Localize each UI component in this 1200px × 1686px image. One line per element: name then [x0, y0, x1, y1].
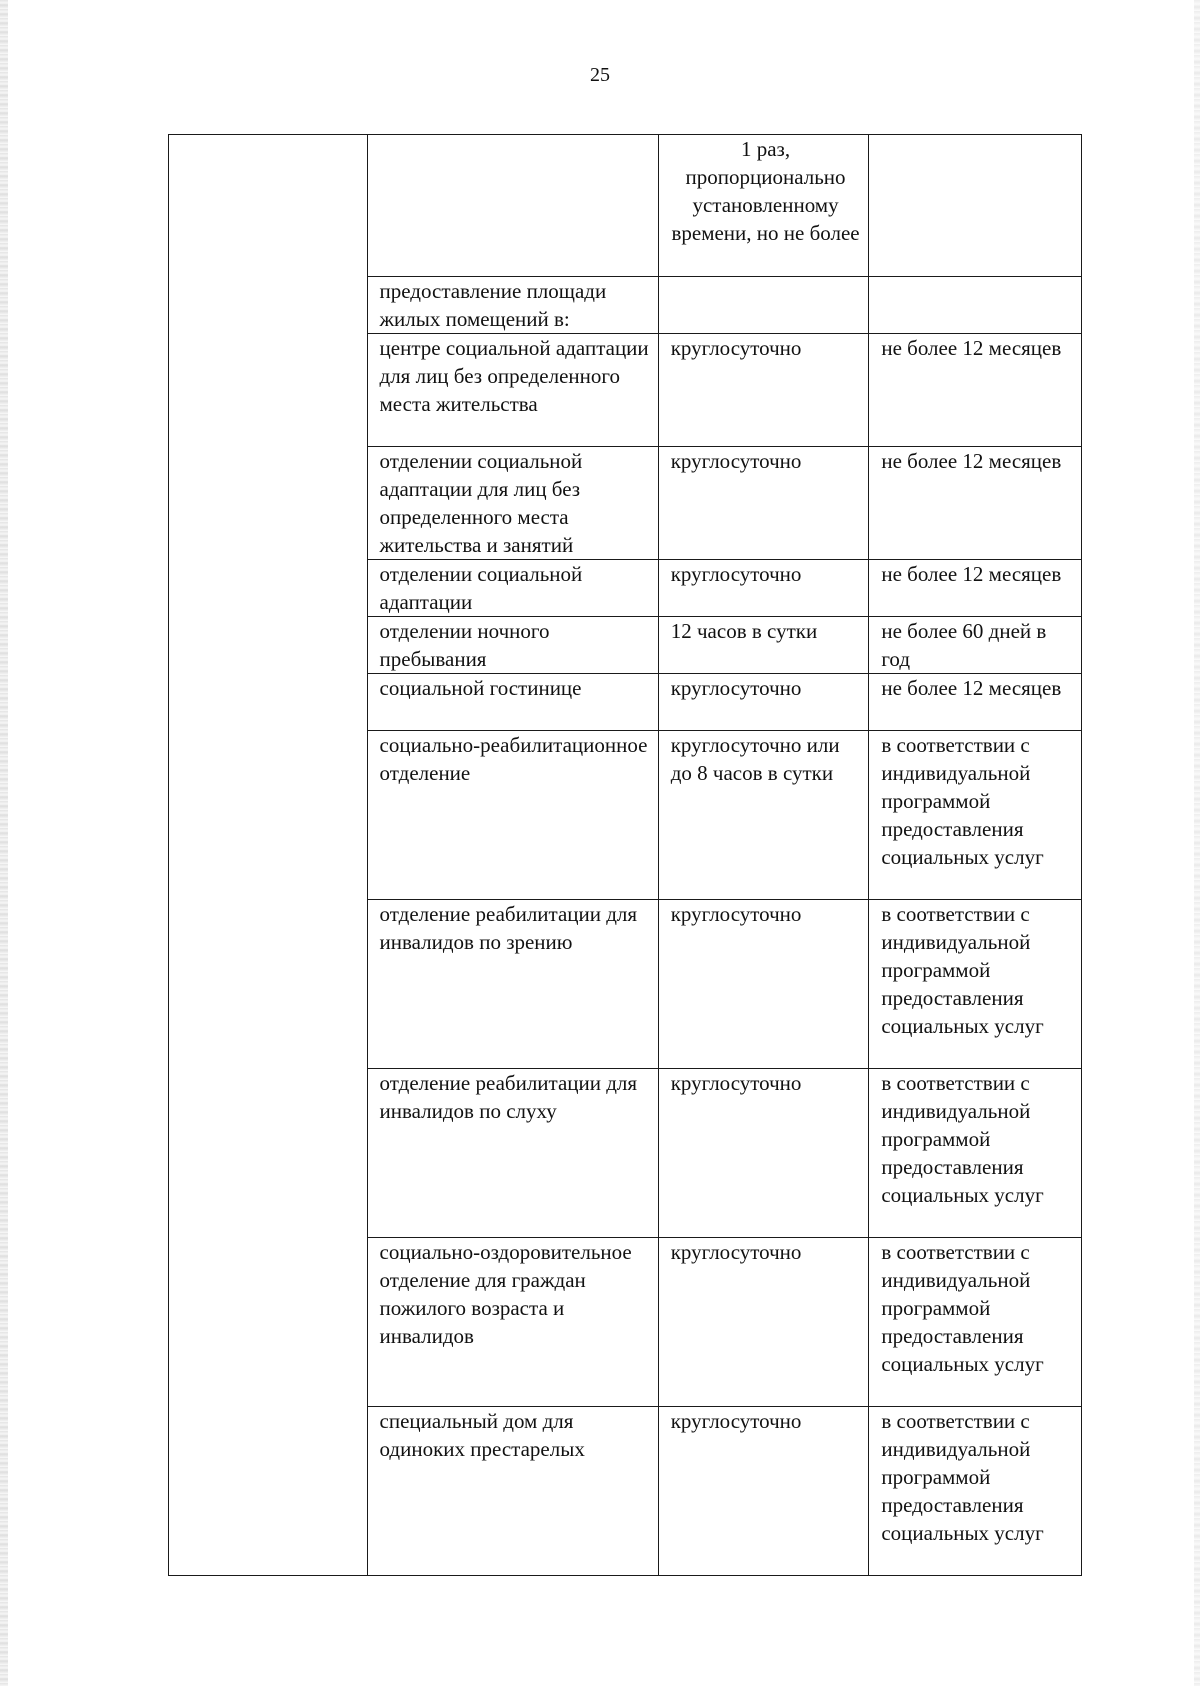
duration-text: в соответствии с индивидуальной программой предоставления социальных услуг: [881, 902, 1044, 1038]
duration-cell: [869, 1238, 1082, 1407]
frequency-cell: [658, 277, 869, 334]
frequency-cell: [658, 560, 869, 617]
scan-edge-right: [1194, 0, 1200, 1686]
service-cell: [367, 900, 658, 1069]
service-cell: [367, 617, 658, 674]
service-cell: [367, 1069, 658, 1238]
duration-text: в соответствии с индивидуальной программой предоставления социальных услуг: [881, 1071, 1044, 1207]
frequency-text: круглосуточно: [670, 902, 802, 926]
empty-left-column-cell: [169, 135, 368, 1576]
frequency-cell: [658, 1069, 869, 1238]
service-text: социально-реабилитационное отделение: [379, 733, 648, 785]
service-cell: [367, 135, 658, 277]
service-text: социально-оздоровительное отделение для граждан пожилого возраста и инвалидов: [379, 1240, 632, 1348]
page-number: 25: [590, 64, 610, 86]
duration-cell: [869, 560, 1082, 617]
frequency-cell: [658, 1238, 869, 1407]
frequency-cell: [658, 900, 869, 1069]
frequency-cell: [658, 674, 869, 731]
scan-edge-left: [0, 0, 8, 1686]
frequency-text: круглосуточно: [670, 562, 802, 586]
duration-text: не более 12 месяцев: [881, 449, 1062, 473]
service-text: центре социальной адаптации для лиц без определенного места жительства: [379, 336, 649, 416]
service-text: отделение реабилитации для инвалидов по слуху: [379, 1071, 638, 1123]
duration-cell: [869, 277, 1082, 334]
duration-cell: [869, 1069, 1082, 1238]
duration-cell: [869, 334, 1082, 447]
frequency-cell: [658, 617, 869, 674]
duration-cell: [869, 447, 1082, 560]
duration-text: не более 12 месяцев: [881, 676, 1062, 700]
services-table: [168, 134, 1082, 1576]
duration-text: не более 12 месяцев: [881, 336, 1062, 360]
service-cell: [367, 731, 658, 900]
frequency-text: круглосуточно: [670, 1240, 802, 1264]
service-text: специальный дом для одиноких престарелых: [379, 1409, 585, 1461]
service-text: социальной гостинице: [379, 676, 582, 700]
service-cell: [367, 674, 658, 731]
service-text: отделении ночного пребывания: [379, 619, 550, 671]
duration-text: в соответствии с индивидуальной программой предоставления социальных услуг: [881, 1409, 1044, 1545]
service-text: отделении социальной адаптации для лиц без определенного места жительства и занятий: [379, 449, 583, 557]
frequency-cell: [658, 1407, 869, 1576]
frequency-text: круглосуточно: [670, 336, 802, 360]
frequency-cell: [658, 447, 869, 560]
frequency-cell: [658, 731, 869, 900]
frequency-text: круглосуточно: [670, 449, 802, 473]
frequency-text: круглосуточно: [670, 676, 802, 700]
duration-cell: [869, 731, 1082, 900]
frequency-text: 1 раз, пропорционально установленному времени, но не более: [671, 137, 860, 245]
duration-text: не более 60 дней в год: [881, 619, 1047, 671]
service-cell: [367, 447, 658, 560]
service-cell: [367, 334, 658, 447]
duration-cell: [869, 900, 1082, 1069]
service-cell: [367, 1407, 658, 1576]
duration-text: в соответствии с индивидуальной программой предоставления социальных услуг: [881, 733, 1044, 869]
frequency-text: круглосуточно: [670, 1409, 802, 1433]
duration-cell: [869, 674, 1082, 731]
duration-text: не более 12 месяцев: [881, 562, 1062, 586]
service-cell: [367, 560, 658, 617]
duration-cell: [869, 135, 1082, 277]
duration-cell: [869, 1407, 1082, 1576]
service-text: отделение реабилитации для инвалидов по зрению: [379, 902, 638, 954]
duration-cell: [869, 617, 1082, 674]
service-cell: [367, 277, 658, 334]
table-row: [169, 135, 1082, 277]
frequency-text: 12 часов в сутки: [670, 619, 818, 643]
duration-text: в соответствии с индивидуальной программой предоставления социальных услуг: [881, 1240, 1044, 1376]
frequency-text: круглосуточно или до 8 часов в сутки: [670, 733, 840, 785]
service-text: отделении социальной адаптации: [379, 562, 583, 614]
service-cell: [367, 1238, 658, 1407]
frequency-text: круглосуточно: [670, 1071, 802, 1095]
frequency-cell: [658, 135, 869, 277]
service-text: предоставление площади жилых помещений в:: [379, 279, 607, 331]
frequency-cell: [658, 334, 869, 447]
